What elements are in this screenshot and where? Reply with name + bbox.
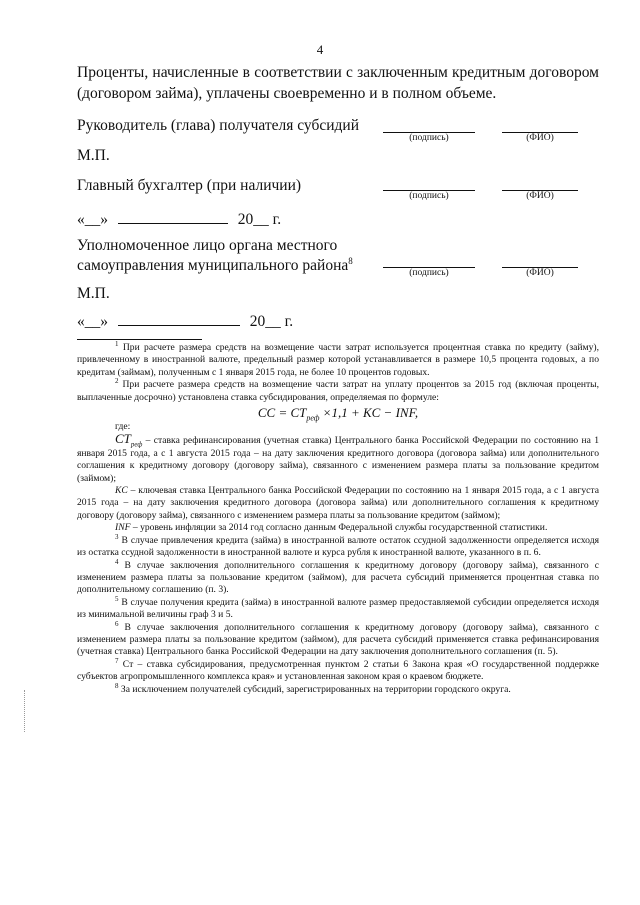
ct-term: [115, 431, 143, 450]
intro-paragraph: Проценты, начисленные в соответствии с заключенным кредитным договором (договором займа), уплачены своевременно и в полном объеме.: [77, 64, 599, 102]
kc-def-text: – ключевая ставка Центрального банка Российской Федерации по состоянию на 1 января 2015 года, а с 1 августа 2015 года – на дату заключения кредитного договора (договора займа) или дополнительного соглашения к кредитному договору (договору займа), связанного с изменением размера платы за пользование кредитом (займом);: [77, 485, 599, 521]
footnote-5: [77, 594, 600, 622]
footnote-4-mark: 4: [115, 557, 119, 566]
date-line-1: [77, 209, 281, 230]
footnote-1: [77, 339, 599, 379]
formula-rhs: ×1,1 + KC − INF,: [322, 405, 419, 421]
formula-lhs: CC = CT: [257, 405, 307, 421]
date-fill-1: [118, 209, 228, 224]
footnote-8: [77, 681, 599, 696]
footnote-6-mark: 6: [115, 619, 119, 628]
accountant-label: Главный бухгалтер (при наличии): [77, 177, 302, 194]
footnote-7-text: Ст – ставка субсидирования, предусмотренная пунктом 2 статьи 6 Закона края «О государственной поддержке субъектов агропромышленного комплекса края» и установленная законом края о краевом бюджете.: [77, 658, 600, 683]
accountant-name-caption: (ФИО): [526, 191, 554, 201]
footnote-4: [77, 557, 599, 597]
inf-definition: [77, 522, 599, 534]
footnote-3-mark: 3: [115, 532, 119, 541]
date-open-2: «__»: [77, 313, 108, 330]
inf-term: INF: [115, 522, 131, 534]
inf-def-text: – уровень инфляции за 2014 год согласно данным Федеральной службы государственной статистики.: [130, 522, 548, 534]
formula-where: где:: [115, 421, 131, 433]
official-label-line1: Уполномоченное лицо органа местного: [77, 237, 338, 254]
footnote-6-text: В случае заключения дополнительного соглашения к кредитному договору (договору займа), связанного с изменением размера платы за пользование кредитом (займом), для расчета субсидий применяется ставка рефинансирования (учетная ставка) Центрального банка Российской Федерации на дату заключения дополнительного соглашения (п. 5).: [77, 621, 599, 658]
footnote-5-mark: 5: [115, 594, 119, 603]
head-name-caption: (ФИО): [526, 133, 554, 143]
date-fill-2: [118, 311, 240, 326]
page-number: 4: [316, 42, 324, 57]
head-signature-caption: (подпись): [409, 133, 449, 143]
formula-sub: реф: [306, 413, 320, 423]
ct-term-letters: CT: [115, 431, 131, 447]
stamp-place-2: М.П.: [77, 285, 110, 302]
date-year-2: 20__ г.: [249, 313, 294, 330]
ct-definition: [77, 433, 599, 485]
official-name-caption: (ФИО): [526, 268, 554, 278]
footnote-3-text: В случае привлечения кредита (займа) в иностранной валюте остаток ссудной задолженности определяется исходя из остатка ссудной задолженности в иностранной валюте и курса рубля к иностранной валюте, указанного в п. 6.: [77, 534, 599, 559]
date-line-2: [77, 311, 293, 332]
footnote-7-mark: 7: [115, 656, 119, 665]
official-label-text: самоуправления муниципального района: [77, 257, 349, 274]
footnote-mark-8: 8: [348, 255, 353, 266]
official-signature-caption: (подпись): [409, 268, 449, 278]
date-open-1: «__»: [77, 211, 108, 228]
footnote-1-mark: 1: [115, 339, 119, 348]
footnote-5-text: В случае получения кредита (займа) в иностранной валюте размер предоставляемой субсидии определяется исходя из минимальной величины граф 3 и 5.: [77, 596, 600, 621]
footnotes: [77, 339, 600, 696]
footnote-8-mark: 8: [115, 681, 119, 690]
footnote-8-text: За исключением получателей субсидий, зарегистрированных на территории городского округа.: [120, 683, 511, 695]
footnote-4-text: В случае заключения дополнительного соглашения к кредитному договору (договору займа), связанного с изменением размера платы за пользование кредитом (займом), для расчета субсидий применяется процентная ставка по дополнительному соглашению (п. 3).: [77, 559, 599, 596]
footnote-6: [77, 619, 599, 659]
ct-term-sub: реф: [130, 441, 143, 450]
official-label-line2: [77, 255, 353, 276]
rate-formula: [77, 404, 599, 421]
date-year-1: 20__ г.: [237, 211, 282, 228]
accountant-signature-caption: (подпись): [409, 191, 449, 201]
footnote-3: [77, 532, 599, 560]
footnote-2-text: При расчете размера средств на возмещение части затрат на уплату процентов за 2015 год (включая проценты, выплаченные досрочно) установлена ставка субсидирования, определяемая по формуле:: [77, 379, 599, 403]
kc-definition: [77, 485, 599, 522]
footnote-1-text: При расчете размера средств на возмещение части затрат используется процентная ставка по кредиту (займу), привлеченному в иностранной валюте, предельный размер которой устанавливается в размере 10,5 процента годовых, а по кредитам (займам), полученным с 1 января 2015 года, не более 10 процентов годовых.: [77, 342, 599, 378]
kc-term: KC: [115, 485, 128, 497]
stamp-place-1: М.П.: [77, 147, 110, 164]
footnote-7: [77, 656, 600, 684]
head-label: Руководитель (глава) получателя субсидий: [77, 117, 360, 134]
footnote-separator: [77, 339, 202, 340]
ct-def-text: – ставка рефинансирования (учетная ставка) Центрального банка Российской Федерации по состоянию на 1 января 2015 года, а с 1 августа 2015 года – на дату заключения кредитного договора (договора займа) или дополнительного соглашения к кредитному договору (договору займа), связанного с изменением размера платы за пользование кредитом (займом);: [77, 435, 599, 484]
footnote-2-mark: 2: [115, 377, 119, 386]
margin-mark: [24, 690, 26, 732]
footnote-2: [77, 379, 599, 404]
